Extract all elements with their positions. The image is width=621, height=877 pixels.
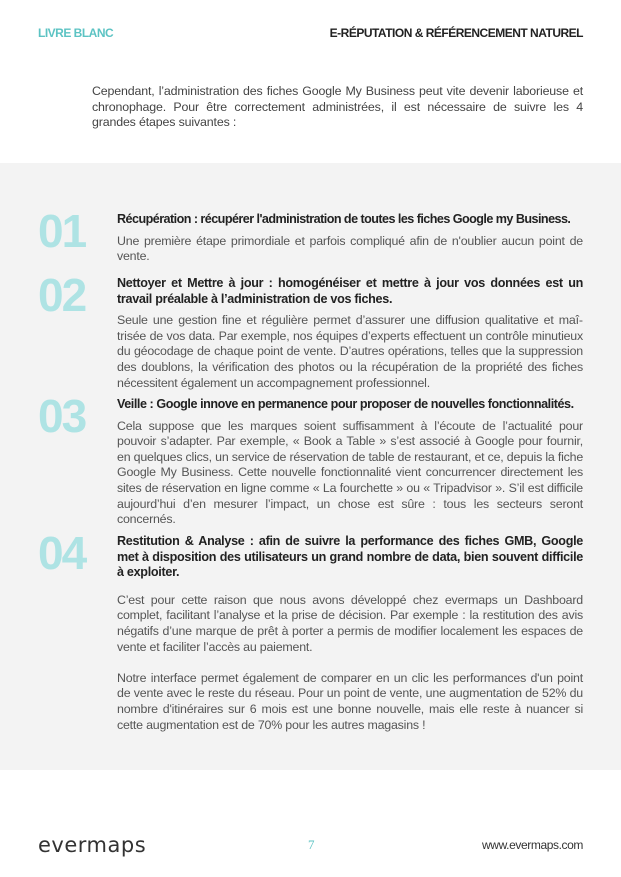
website-url: www.evermaps.com [482, 838, 583, 852]
step-body: C’est pour cette raison que nous avons développé chez evermaps un Dashboard complet, facilitant l’analyse et la prise de décision. Par exemple : la restitution des avis négatifs d’une marque de prêt à porter a permis de modifier localement les espaces de vente et faciliter l’accès au paiement. [117, 592, 583, 654]
intro-paragraph: Cependant, l’administration des fiches Google My Business peut vite devenir laborieuse et chronophage. Pour être correctement administrées, il est nécessaire de suivre les 4 grandes étapes suivantes : [92, 84, 583, 130]
step-number: 04 [38, 527, 86, 579]
step-body: Notre interface permet également de comparer en un clic les performances d'un point de vente avec le reste du réseau. Pour un point de vente, une augmentation de 52% du nombre d'itinéraires sur 6 mois est une bonne nouvelle, mais elle reste à nuancer si cette augmentation est de 70% pour les autres magasins ! [117, 670, 583, 732]
step-body: Une première étape primordiale et parfois compliqué afin de n'oublier aucun point de vente. [117, 233, 583, 264]
evermaps-logo: evermaps [38, 833, 147, 857]
step-title: Nettoyer et Mettre à jour : homogénéiser et mettre à jour vos données est un travail préalable à l’administration de vos fiches. [117, 276, 583, 306]
step-number: 02 [38, 269, 86, 321]
step-title: Restitution & Analyse : afin de suivre la performance des fiches GMB, Google met à disposition des utilisateurs un grand nombre de data, bien souvent difficile à exploiter. [117, 534, 583, 580]
step-body: Seule une gestion fine et régulière permet d’assurer une diffusion qualitative et maîtrisée de vos data. Par exemple, nos équipes d’experts effectuent un contrôle minutieux du géocodage de chaque point de vente. D’autres opérations, telles que la suppression des doublons, la vérification des photos ou la récupération de la propriété des fiches nécessitent également un accompagnement professionnel. [117, 313, 583, 390]
step-title: Récupération : récupérer l'administration de toutes les fiches Google my Business. [117, 212, 571, 226]
step-body: Cela suppose que les marques soient suffisamment à l’écoute de l’actualité pour pouvoir s’adapter. Par exemple, « Book a Table » s’est associé à Google pour fournir, en quelques clics, un service de réservation de table de restaurant, et ce, depuis la fiche Google My Business. Cette nouvelle fonctionnalité vient concurrencer directement les sites de réservation en ligne comme « La fourchette » ou « Tripadvisor ». S’il est difficile aujourd’hui d’en mesurer l’impact, un chose est sûre : tous les secteurs seront concernés. [117, 418, 584, 527]
step-title: Veille : Google innove en permanence pour proposer de nouvelles fonctionnalités. [117, 397, 574, 411]
step-number: 03 [38, 390, 86, 442]
page-number: 7 [308, 837, 315, 852]
step-number: 01 [38, 205, 86, 257]
header-title: E-RÉPUTATION & RÉFÉRENCEMENT NATUREL [329, 26, 583, 40]
header-label: LIVRE BLANC [38, 26, 114, 40]
